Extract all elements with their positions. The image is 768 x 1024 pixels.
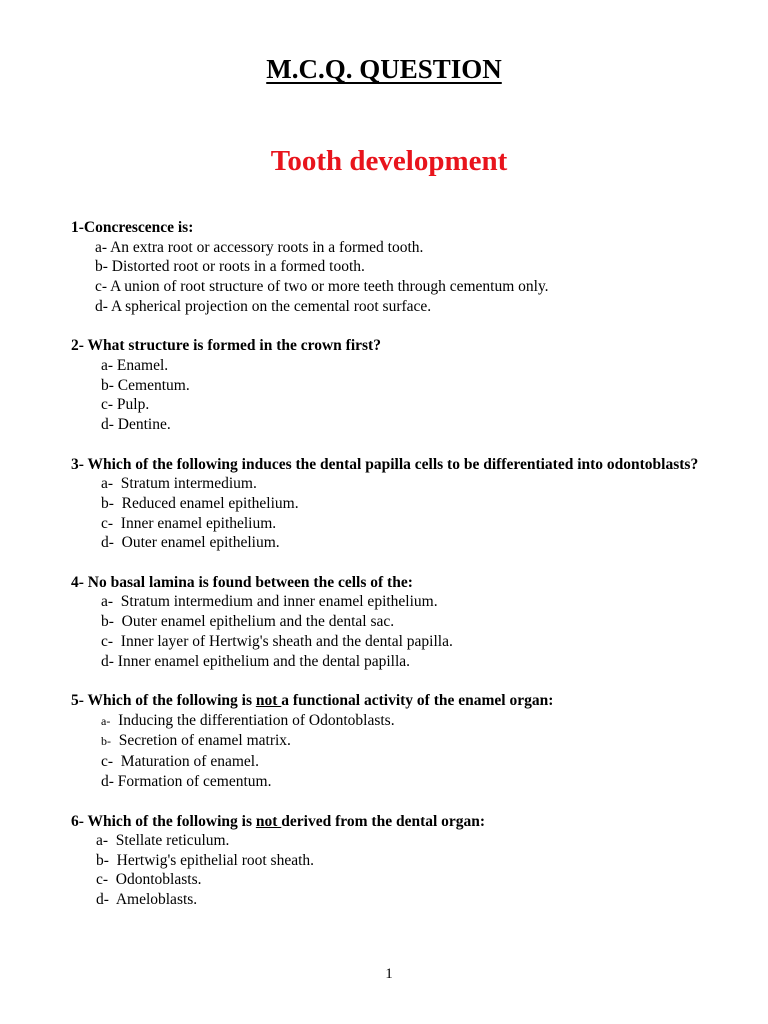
question-2 [71,336,731,434]
option-text: Formation of cementum. [113,772,272,790]
page-title: M.C.Q. QUESTION [266,54,502,84]
option-text: Secretion of enamel matrix. [111,732,291,750]
option-d [71,415,731,435]
option-a [71,238,731,258]
option-text: Cementum. [113,376,190,394]
option-c [71,277,731,297]
option-d [71,533,731,553]
option-letter: a- [95,238,108,256]
option-a [71,831,731,851]
option-text: Stratum intermedium. [113,475,257,493]
question-1 [71,218,731,316]
option-b [71,257,731,277]
option-b [71,851,731,871]
option-letter: d- [101,415,114,433]
option-letter: d- [101,772,114,790]
option-letter: c- [101,514,114,532]
question-stem [71,691,731,711]
option-list [71,831,731,910]
option-a [71,592,731,612]
question-stem: 4- No basal lamina is found between the cells of the: [71,573,413,591]
page-number: 1 [385,966,393,982]
option-text: Inner enamel epithelium. [113,514,277,532]
option-text: Reduced enamel epithelium. [113,494,299,512]
option-b [71,494,731,514]
question-3 [71,455,731,553]
option-list [71,238,731,317]
option-letter: c- [101,632,114,650]
option-text: A union of root structure of two or more teeth through cementum only. [107,277,549,295]
option-text: Outer enamel epithelium. [113,534,280,552]
option-letter: a- [101,713,111,728]
option-letter: d- [95,297,108,315]
option-letter: a- [101,475,114,493]
option-letter: b- [101,494,114,512]
option-text: Enamel. [113,356,169,374]
page-subtitle: Tooth development [270,145,508,177]
option-c [71,632,731,652]
option-list [71,474,731,553]
option-list [71,356,731,435]
option-letter: d- [96,891,109,909]
option-list [71,711,731,792]
option-a [71,474,731,494]
option-text: Inducing the differentiation of Odontoblasts. [110,711,395,729]
option-a [71,356,731,376]
option-text: Hertwig's epithelial root sheath. [108,851,315,869]
option-text: Maturation of enamel. [113,753,259,771]
stem-text: derived from the dental organ: [281,812,486,830]
option-d [71,772,731,792]
option-c [71,870,731,890]
question-stem: 3- Which of the following induces the dental papilla cells to be differentiated into odontoblasts? [71,455,699,473]
option-text: Dentine. [113,415,171,433]
option-letter: c- [96,871,109,889]
option-letter: a- [96,832,109,850]
option-text: Odontoblasts. [108,871,202,889]
question-stem: 2- What structure is formed in the crown first? [71,337,381,355]
option-letter: b- [101,376,114,394]
option-letter: b- [101,734,111,749]
option-letter: b- [101,613,114,631]
option-text: A spherical projection on the cemental root surface. [107,297,432,315]
question-stem [71,812,731,832]
option-letter: c- [101,753,114,771]
option-text: An extra root or accessory roots in a formed tooth. [107,238,424,256]
question-4 [71,573,731,671]
stem-text: 6- Which of the following is [71,812,256,830]
option-letter: d- [101,652,114,670]
option-b [71,731,731,752]
option-d [71,652,731,672]
option-letter: b- [95,258,108,276]
stem-emphasis: not [255,812,282,830]
question-list [71,218,731,910]
option-letter: c- [95,277,108,295]
question-5 [71,691,731,791]
option-text: Outer enamel epithelium and the dental sac. [113,613,395,631]
option-text: Stellate reticulum. [108,832,230,850]
option-b [71,376,731,396]
option-c [71,752,731,772]
option-letter: b- [96,851,109,869]
option-text: Distorted root or roots in a formed tooth. [107,258,365,276]
option-d [71,890,731,910]
option-text: Stratum intermedium and inner enamel epithelium. [113,593,438,611]
option-letter: a- [101,593,114,611]
option-letter: a- [101,356,114,374]
option-letter: c- [101,396,114,414]
question-stem: 1-Concrescence is: [71,219,194,236]
option-text: Pulp. [113,396,150,414]
option-c [71,395,731,415]
option-c [71,514,731,534]
option-b [71,612,731,632]
stem-text: 5- Which of the following is [71,692,256,710]
option-text: Inner layer of Hertwig's sheath and the dental papilla. [113,632,453,650]
question-6 [71,812,731,910]
option-text: Inner enamel epithelium and the dental papilla. [113,652,411,670]
option-letter: d- [101,534,114,552]
option-d [71,297,731,317]
option-a [71,711,731,732]
option-text: Ameloblasts. [108,891,198,909]
stem-text: a functional activity of the enamel organ: [281,692,554,710]
option-list [71,592,731,671]
stem-emphasis: not [255,692,282,710]
